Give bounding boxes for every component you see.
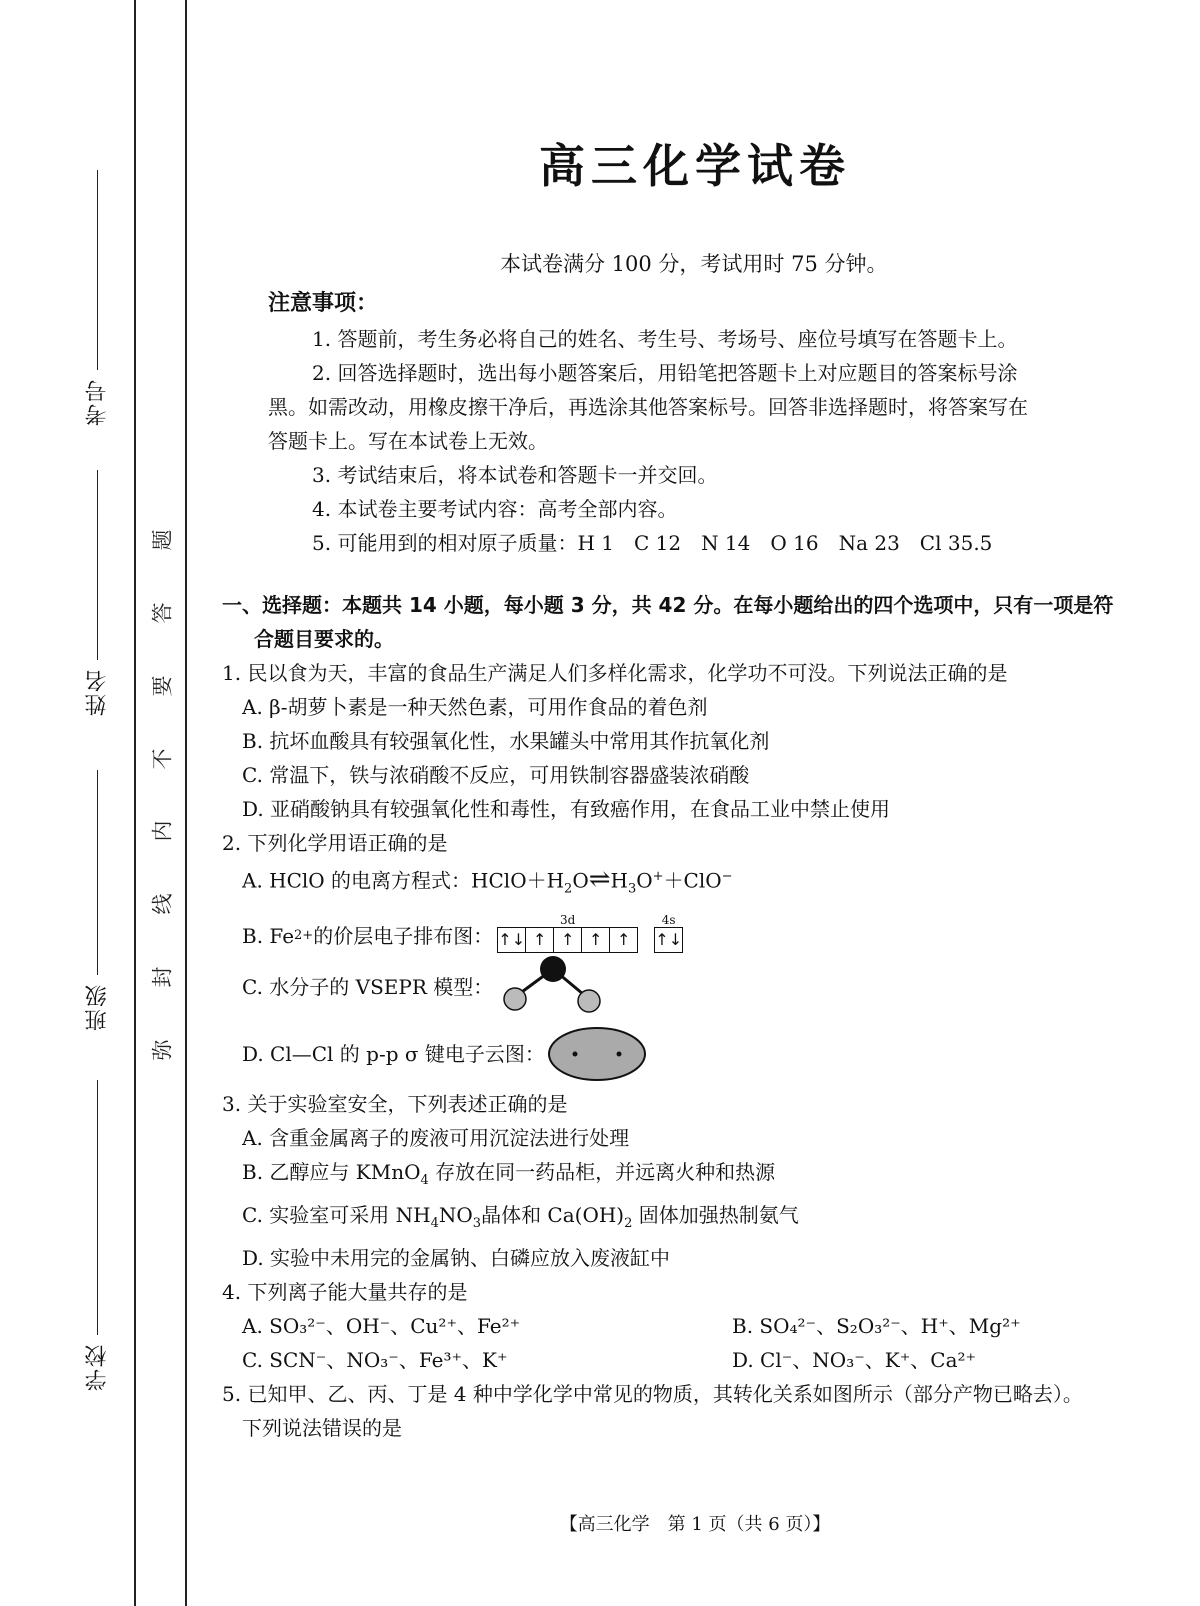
question-3-option-d: D. 实验中未用完的金属钠、白磷应放入废液缸中 <box>242 1245 671 1270</box>
question-3-stem: 3. 关于实验室安全，下列表述正确的是 <box>222 1091 568 1116</box>
text: B. Fe <box>242 923 295 948</box>
field-class <box>82 770 113 1031</box>
sigma-bond-cloud-icon <box>545 1025 649 1083</box>
text: 晶体和 Ca(OH) <box>481 1202 625 1227</box>
seal-char: 封 <box>150 966 174 988</box>
seal-char: 要 <box>150 675 174 697</box>
seal-char: 弥 <box>150 1039 174 1061</box>
text: ＋ClO <box>663 868 722 893</box>
orbital-box: ↑ <box>582 928 610 952</box>
question-4-option-b: B. SO₄²⁻、S₂O₃²⁻、H⁺、Mg²⁺ <box>732 1313 1021 1338</box>
field-exam-number <box>82 170 113 426</box>
name-label: 姓名 <box>85 668 110 716</box>
question-3-option-b: B. 乙醇应与 KMnO$_4$ 存放在同一药品柜，并远离火种和热源 <box>242 1159 776 1188</box>
name-blank[interactable] <box>97 470 99 660</box>
orbital-3d <box>497 913 638 953</box>
question-2-option-d <box>222 1021 1152 1087</box>
text: B. 乙醇应与 KMnO <box>242 1159 421 1184</box>
page-footer: 【高三化学 第 1 页（共 6 页）】 <box>559 1514 831 1535</box>
class-label: 班级 <box>85 983 110 1031</box>
section-heading-cont: 合题目要求的。 <box>254 627 394 651</box>
page-title: 高三化学试卷 <box>539 139 851 193</box>
field-school <box>82 1080 113 1391</box>
seal-char: 内 <box>150 820 174 842</box>
school-blank[interactable] <box>97 1080 99 1335</box>
question-4-option-a: A. SO₃²⁻、OH⁻、Cu²⁺、Fe²⁺ <box>242 1313 521 1338</box>
binding-line-inner <box>185 0 187 1606</box>
notice-item-cont: 答题卡上。写在本试卷上无效。 <box>268 429 548 453</box>
orbital-box: ↑ <box>554 928 582 952</box>
seal-line-warning <box>146 525 176 1065</box>
question-4-row-2 <box>222 1343 1152 1377</box>
water-vsepr-model-icon <box>493 955 603 1019</box>
question-4-option-d: D. Cl⁻、NO₃⁻、K⁺、Ca²⁺ <box>732 1347 977 1372</box>
exam-number-label: 考号 <box>85 378 110 426</box>
text: O <box>572 868 589 893</box>
question-1-option-b: B. 抗坏血酸具有较强氧化性，水果罐头中常用其作抗氧化剂 <box>242 729 770 753</box>
class-blank[interactable] <box>97 770 99 975</box>
notice-heading: 注意事项： <box>268 291 379 316</box>
orbital-box: ↑↓ <box>498 928 526 952</box>
text: D. Cl—Cl 的 p-p σ 键电子云图： <box>242 1041 545 1066</box>
text: 的价层电子排布图： <box>313 923 494 948</box>
question-2-option-a: A. HClO 的电离方程式：$HClO+H_2O\rightleftharpoons H_3O^++ClO^-$ <box>242 864 733 897</box>
charge: 2+ <box>294 927 314 943</box>
orbital-boxes <box>654 927 683 953</box>
seal-char: 线 <box>150 893 174 915</box>
seal-char: 题 <box>150 529 174 551</box>
questions <box>222 588 1152 1445</box>
orbital-boxes <box>497 927 638 953</box>
notice-item: 4. 本试卷主要考试内容：高考全部内容。 <box>312 497 678 521</box>
orbital-box: ↑↓ <box>655 929 683 949</box>
orbital-4s <box>654 913 683 953</box>
text: NO <box>438 1202 473 1227</box>
text: 固体加强热制氨气 <box>632 1202 799 1227</box>
question-5-stem-cont: 下列说法错误的是 <box>242 1415 402 1440</box>
exam-number-blank[interactable] <box>97 170 99 370</box>
text: C. 水分子的 VSEPR 模型： <box>242 974 494 999</box>
question-2-option-b <box>222 907 1152 953</box>
question-4-row-1 <box>222 1309 1152 1343</box>
question-3-option-a: A. 含重金属离子的废液可用沉淀法进行处理 <box>242 1125 630 1150</box>
question-2-stem: 2. 下列化学用语正确的是 <box>222 831 448 855</box>
school-label: 学校 <box>85 1343 110 1391</box>
equilibrium-arrow: ⇌ <box>588 864 611 895</box>
text: O <box>636 868 653 893</box>
text: C. 实验室可采用 NH <box>242 1202 431 1227</box>
orbital-box: ↑ <box>617 929 631 949</box>
orbital-label: 3d <box>560 912 576 927</box>
text: H <box>610 868 628 893</box>
seal-char: 答 <box>150 602 174 624</box>
question-4-option-c: C. SCN⁻、NO₃⁻、Fe³⁺、K⁺ <box>242 1347 508 1372</box>
field-name <box>82 470 113 716</box>
question-5-stem: 5. 已知甲、乙、丙、丁是 4 种中学化学中常见的物质，其转化关系如图所示（部分产物已略去）。 <box>222 1381 1083 1406</box>
notice-item: 2. 回答选择题时，选出每小题答案后，用铅笔把答题卡上对应题目的答案标号涂 <box>312 361 1018 385</box>
text: A. HClO 的电离方程式：HClO＋H <box>242 868 565 893</box>
notice-item: 5. 可能用到的相对原子质量：H 1 C 12 N 14 O 16 Na 23 Cl 35.5 <box>312 531 993 555</box>
orbital-box: ↑ <box>526 928 554 952</box>
notice-item: 1. 答题前，考生务必将自己的姓名、考生号、考场号、座位号填写在答题卡上。 <box>312 327 1018 351</box>
orbital-label: 4s <box>661 912 676 927</box>
question-4-stem: 4. 下列离子能大量共存的是 <box>222 1279 468 1304</box>
question-2-option-c <box>222 953 1152 1021</box>
question-1-stem: 1. 民以食为天，丰富的食品生产满足人们多样化需求，化学功不可没。下列说法正确的是 <box>222 661 1008 685</box>
notice-list <box>268 322 1118 560</box>
question-1-option-c: C. 常温下，铁与浓硝酸不反应，可用铁制容器盛装浓硝酸 <box>242 763 750 787</box>
exam-info: 本试卷满分 100 分，考试用时 75 分钟。 <box>500 252 888 276</box>
seal-char: 不 <box>150 748 174 770</box>
text: 存放在同一药品柜，并远离火种和热源 <box>428 1159 776 1184</box>
section-heading-text: 一、选择题：本题共 14 小题，每小题 3 分，共 42 分。在每小题给出的四个选项中，只有一项是符 <box>222 593 1114 617</box>
question-1-option-a: A. β-胡萝卜素是一种天然色素，可用作食品的着色剂 <box>242 695 708 719</box>
notice-item: 3. 考试结束后，将本试卷和答题卡一并交回。 <box>312 463 718 487</box>
section-heading <box>222 588 1152 656</box>
question-3-option-c: C. 实验室可采用 $NH_4NO_3$晶体和 $Ca(OH)_2$ 固体加强热制氨气 <box>242 1202 799 1231</box>
orbital-diagram <box>497 913 699 953</box>
question-1-option-d: D. 亚硝酸钠具有较强氧化性和毒性，有致癌作用，在食品工业中禁止使用 <box>242 797 891 821</box>
binding-line-outer <box>134 0 136 1606</box>
notice-item-cont: 黑。如需改动，用橡皮擦干净后，再选涂其他答案标号。回答非选择题时，将答案写在 <box>268 395 1028 419</box>
